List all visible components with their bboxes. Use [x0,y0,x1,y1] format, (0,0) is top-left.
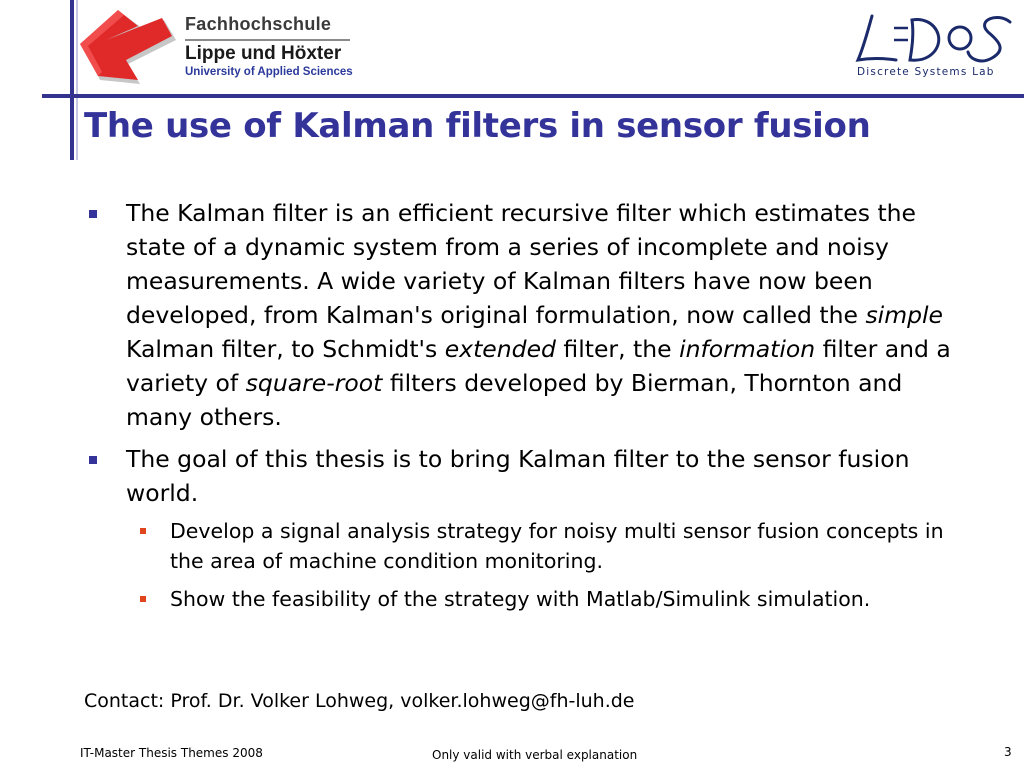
bullet-item [84,442,964,510]
bullet-text: filter, the [555,335,680,363]
sub-bullet-text: Develop a signal analysis strategy for noisy multi sensor fusion concepts in the area of machine condition monitoring. [170,519,944,573]
sub-bullet-item [84,584,964,614]
square-sub-bullet-icon [140,528,146,534]
bullet-text: The goal of this thesis is to bring Kalman filter to the sensor fusion world. [126,445,910,507]
slide-content [84,196,964,614]
contact-line: Contact: Prof. Dr. Volker Lohweg, volker.lohweg@fh-luh.de [84,690,635,712]
fh-logo-text [185,14,353,78]
footer-left-text: IT-Master Thesis Themes 2008 [80,746,263,760]
sub-bullet-item [84,516,964,576]
accent-bar-vertical-light [76,0,78,160]
bullet-text-emphasis: information [679,335,816,363]
bullet-item [84,196,964,434]
lds-logo-caption: Discrete Systems Lab [857,66,995,78]
bullet-text: filter and a variety of [126,335,951,397]
bullet-text-emphasis: extended [444,335,556,363]
footer-center-text: Only valid with verbal explanation [432,748,638,762]
square-sub-bullet-icon [140,596,146,602]
logo-line-school: Fachhochschule [185,14,332,34]
bullet-text-emphasis: simple [865,301,944,329]
accent-bar-vertical [70,0,74,160]
sub-bullet-text: Show the feasibility of the strategy with Matlab/Simulink simulation. [170,587,871,611]
header-rule [42,94,1024,98]
square-bullet-icon [89,456,97,464]
bullet-text: Kalman filter, to Schmidt's [126,335,445,363]
logo-line-name: Lippe und Höxter [185,39,350,65]
bullet-text-emphasis: square-root [245,369,383,397]
square-bullet-icon [89,210,97,218]
bullet-text: filters developed by Bierman, Thornton and many others. [126,369,903,431]
slide-title: The use of Kalman filters in sensor fusion [84,106,871,146]
fh-lippe-logo-icon [80,10,180,90]
page-number: 3 [1004,745,1012,759]
bullet-text: The Kalman filter is an efficient recursive filter which estimates the state of a dynamic system from a series of incomplete and noisy measurements. A wide variety of Kalman filters have now been developed, from Kalman's original formulation, now called the [126,199,917,329]
logo-line-subtitle: University of Applied Sciences [185,66,353,78]
